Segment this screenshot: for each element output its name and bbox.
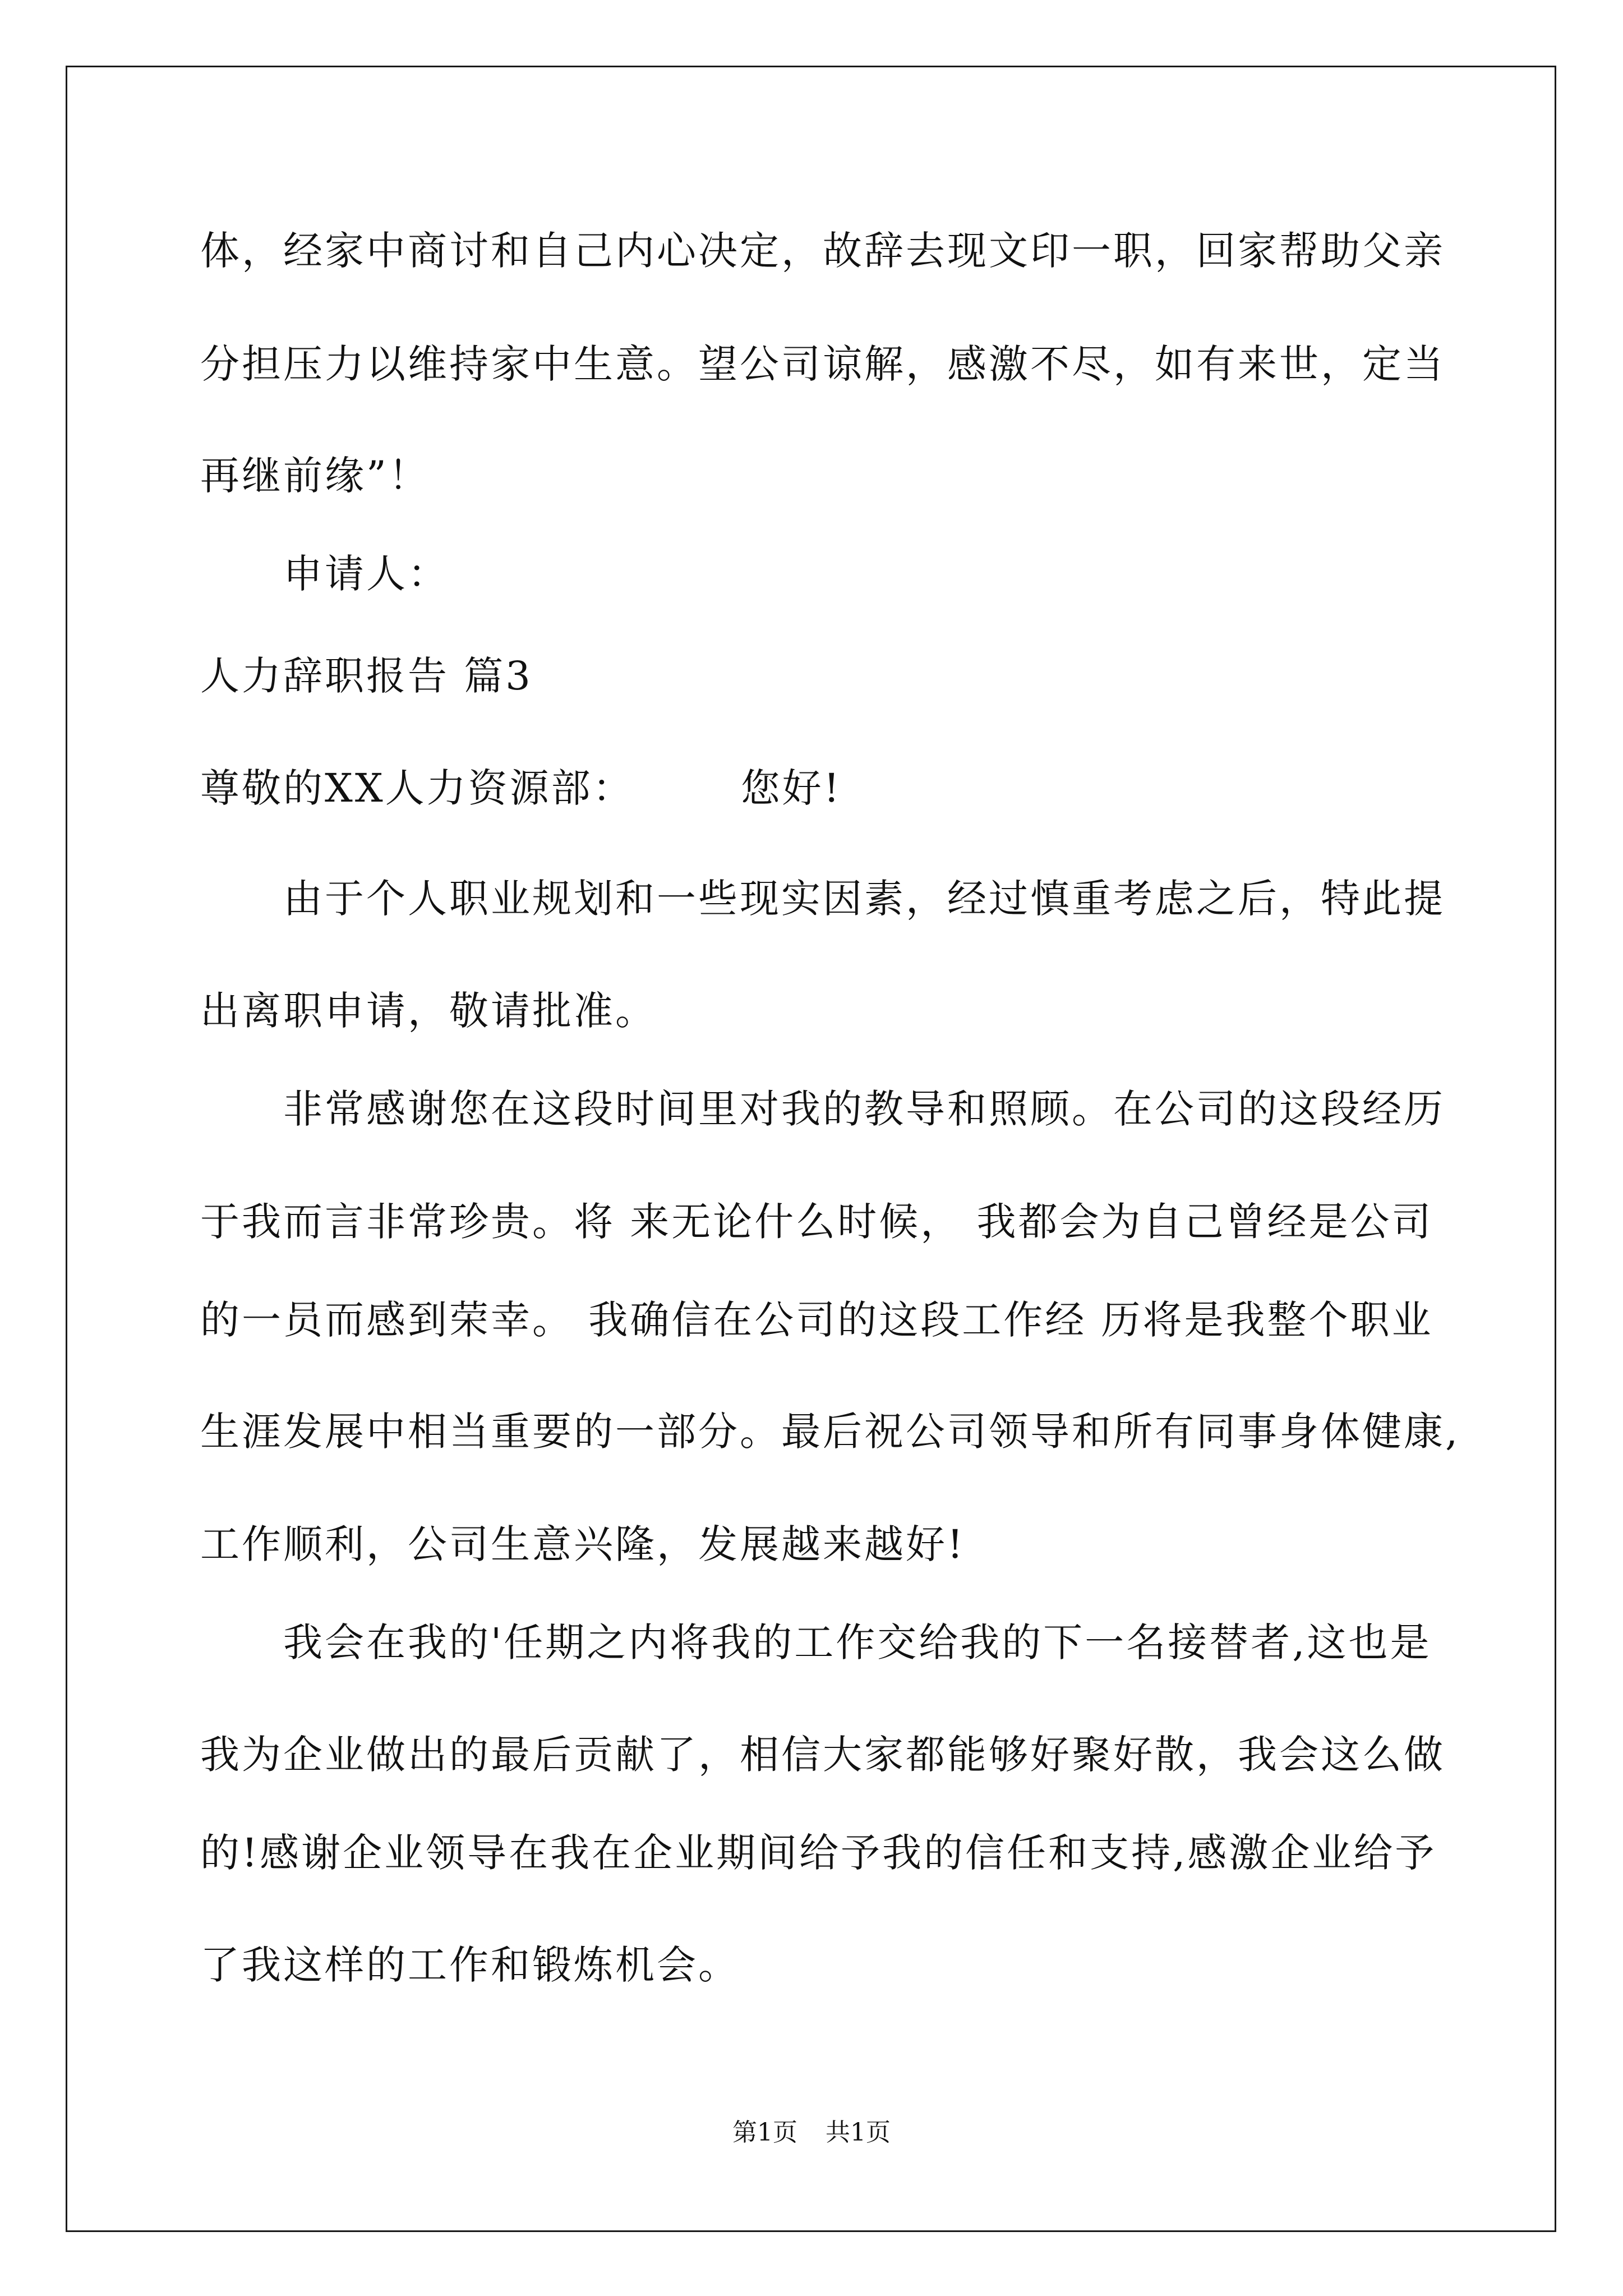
paragraph-4-line: 我会在我的'任期之内将我的工作交给我的下一名接替者,这也是 [283, 1619, 1432, 1665]
page-number-total: 共1页 [826, 2118, 891, 2147]
paragraph-4-line: 我为企业做出的最后贡献了，相信大家都能够好聚好散，我会这么做 [200, 1732, 1445, 1778]
page-number-current: 第1页 [732, 2118, 797, 2147]
paragraph-1-line: 再继前缘”！ [200, 453, 430, 499]
page-footer [0, 2120, 1623, 2145]
paragraph-4-line: 了我这样的工作和锻炼机会。 [200, 1942, 740, 1988]
section-title: 人力辞职报告 篇3 [200, 653, 533, 699]
paragraph-2-line: 由于个人职业规划和一些现实因素，经过慎重考虑之后，特此提 [283, 876, 1445, 922]
paragraph-3-line: 的一员而感到荣幸。 我确信在公司的这段工作经 历将是我整个职业 [200, 1297, 1433, 1343]
paragraph-3-line: 生涯发展中相当重要的一部分。最后祝公司领导和所有同事身体健康, [200, 1409, 1460, 1455]
applicant-label: 申请人： [283, 551, 449, 597]
salutation-line [200, 765, 842, 811]
paragraph-3-line: 非常感谢您在这段时间里对我的教导和照顾。在公司的这段经历 [283, 1086, 1445, 1132]
paragraph-1-line: 体，经家中商讨和自己内心决定，故辞去现文印一职，回家帮助父亲 [200, 228, 1445, 274]
paragraph-4-line: 的!感谢企业领导在我在企业期间给予我的信任和支持,感激企业给予 [200, 1830, 1437, 1876]
paragraph-1-line: 分担压力以维持家中生意。望公司谅解，感激不尽，如有来世，定当 [200, 341, 1445, 387]
page-border [66, 66, 1556, 2232]
salutation: 尊敬的XX人力资源部： [200, 765, 634, 811]
paragraph-2-line: 出离职申请，敬请批准。 [200, 988, 657, 1034]
greeting: 您好! [740, 765, 842, 811]
paragraph-3-line: 于我而言非常珍贵。将 来无论什么时候， 我都会为自己曾经是公司 [200, 1199, 1433, 1245]
paragraph-3-line: 工作顺利，公司生意兴隆，发展越来越好! [200, 1521, 966, 1567]
